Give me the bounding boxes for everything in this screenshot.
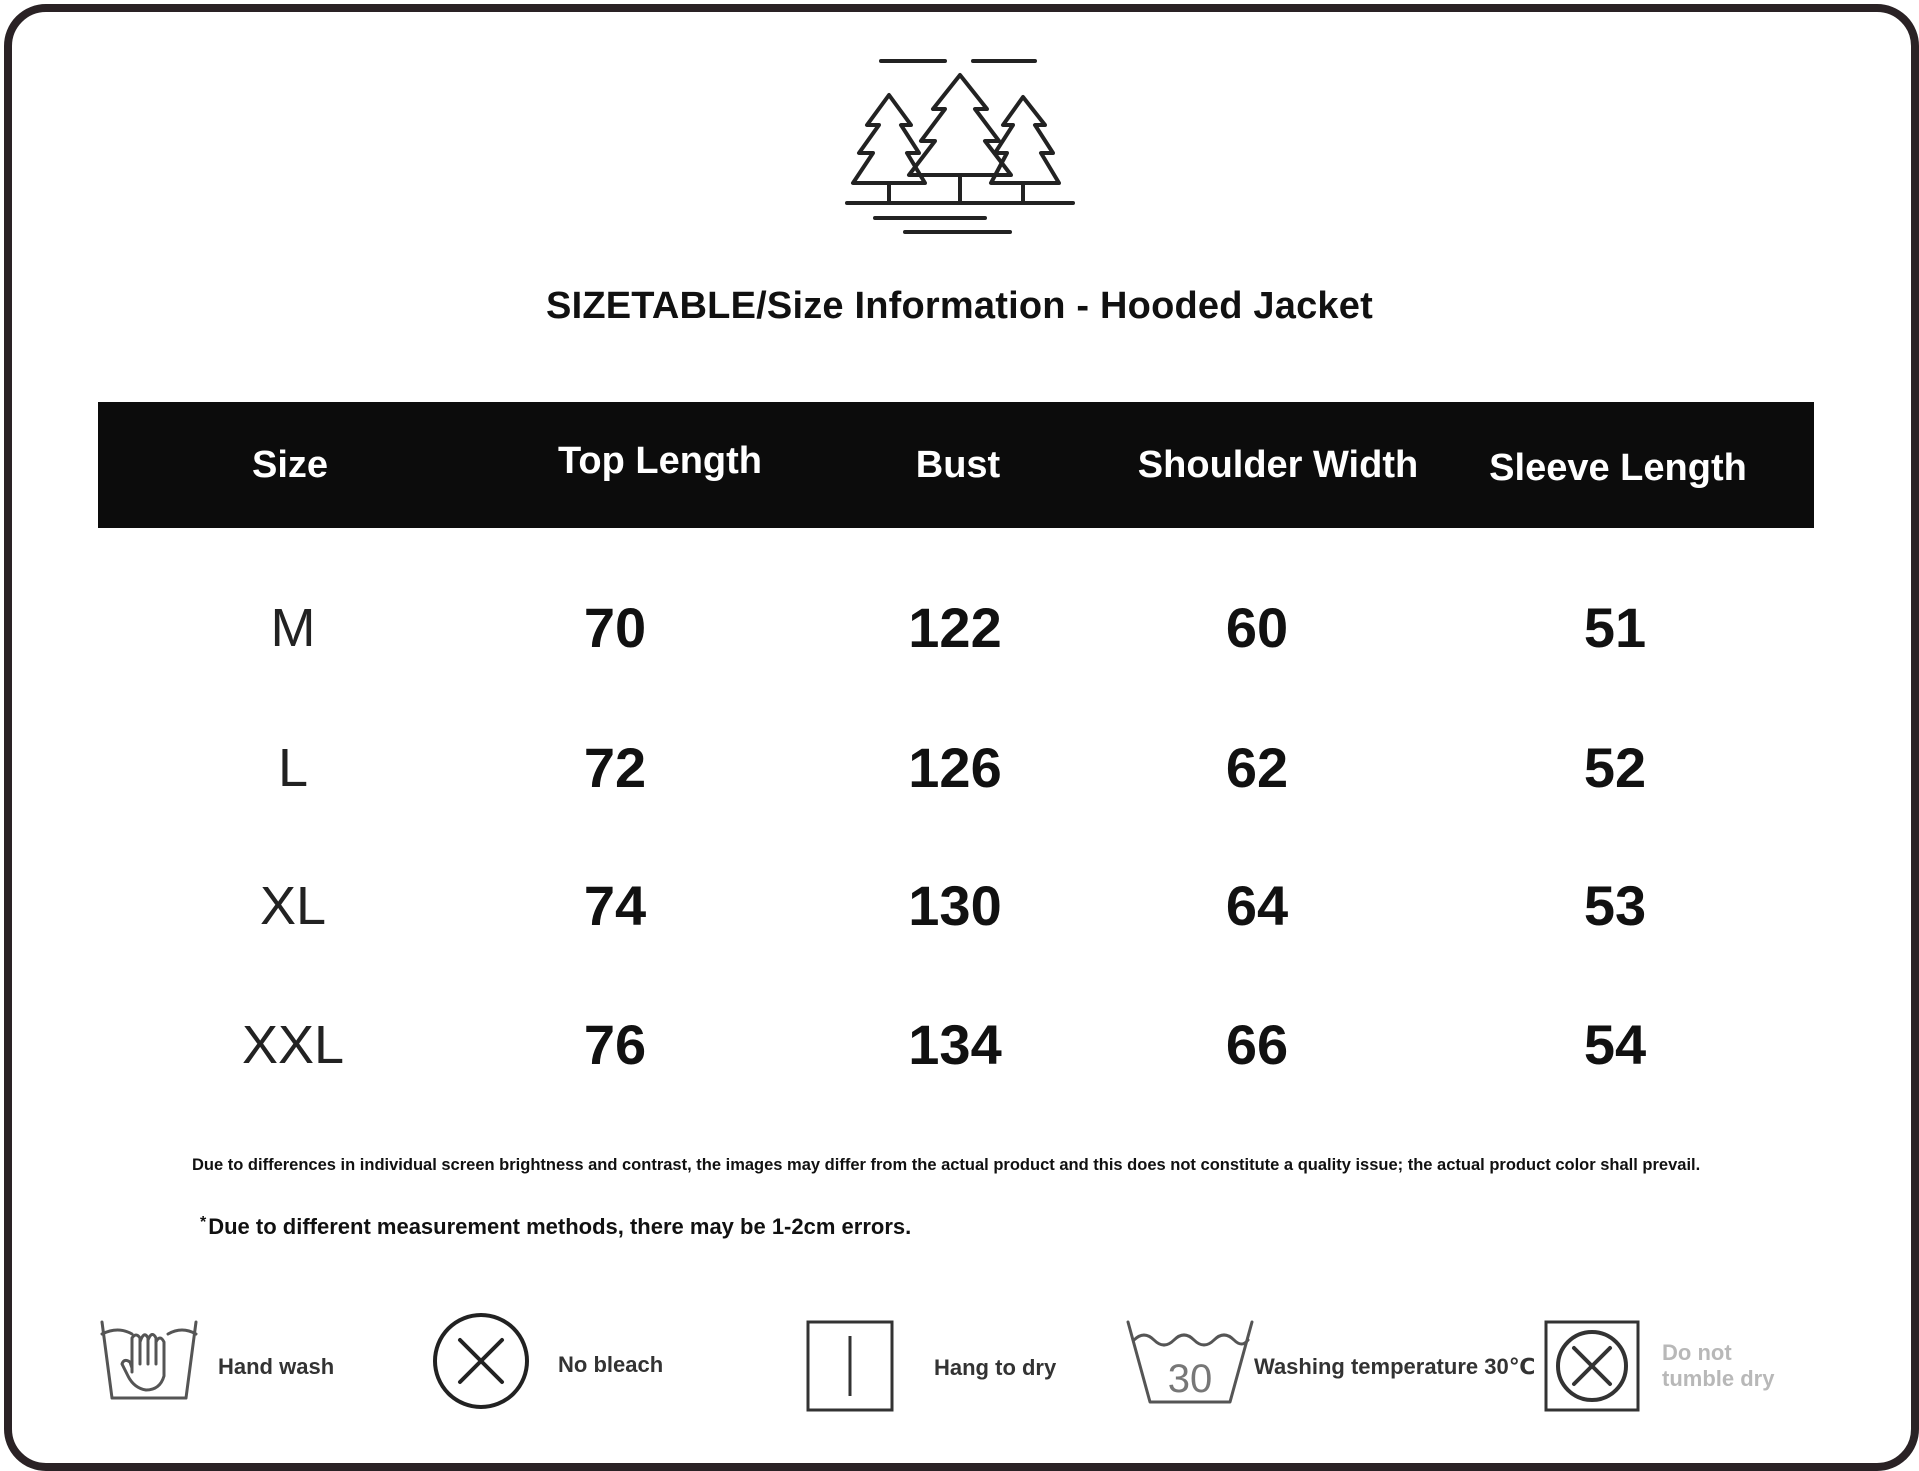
header-sleeve-length: Sleeve Length bbox=[1489, 447, 1747, 489]
header-top-length: Top Length bbox=[557, 440, 762, 482]
no-bleach-icon bbox=[430, 1310, 532, 1412]
care-label-no-bleach: No bleach bbox=[558, 1352, 664, 1377]
cell-bust: 122 bbox=[908, 596, 1002, 659]
hand-wash-icon bbox=[98, 1312, 202, 1404]
cell-shoulder-width: 66 bbox=[1225, 1013, 1289, 1076]
cell-sleeve-length: 51 bbox=[1583, 596, 1647, 659]
do-not-tumble-dry-icon bbox=[1542, 1318, 1642, 1414]
wash-temperature-value: 30 bbox=[1167, 1357, 1213, 1401]
hang-to-dry-icon bbox=[804, 1318, 896, 1414]
table-row bbox=[0, 728, 1919, 808]
cell-size: XL bbox=[259, 876, 327, 936]
cell-shoulder-width: 64 bbox=[1225, 874, 1289, 937]
table-row bbox=[0, 1005, 1919, 1085]
cell-top-length: 70 bbox=[583, 596, 647, 659]
table-row bbox=[0, 866, 1919, 946]
cell-top-length: 72 bbox=[583, 736, 647, 799]
cell-bust: 134 bbox=[908, 1013, 1002, 1076]
pine-trees-logo-icon bbox=[845, 55, 1075, 240]
care-label-hand-wash: Hand wash bbox=[218, 1354, 335, 1379]
cell-sleeve-length: 52 bbox=[1583, 736, 1647, 799]
cell-size: M bbox=[270, 598, 316, 658]
table-row bbox=[0, 588, 1919, 668]
table-header bbox=[98, 402, 1814, 528]
header-size: Size bbox=[251, 444, 329, 486]
header-shoulder-width: Shoulder Width bbox=[1137, 444, 1419, 486]
asterisk-marker: * bbox=[200, 1214, 207, 1231]
cell-sleeve-length: 54 bbox=[1583, 1013, 1647, 1076]
measurement-note bbox=[200, 1214, 911, 1240]
cell-bust: 126 bbox=[908, 736, 1002, 799]
cell-sleeve-length: 53 bbox=[1583, 874, 1647, 937]
care-label-do-not-tumble-dry: Do not tumble dry bbox=[1662, 1340, 1775, 1391]
care-label-hang-to-dry: Hang to dry bbox=[934, 1355, 1057, 1380]
cell-size: L bbox=[277, 738, 309, 798]
page-title: SIZETABLE/Size Information - Hooded Jacket bbox=[546, 285, 1373, 327]
cell-size: XXL bbox=[241, 1015, 345, 1075]
cell-top-length: 76 bbox=[583, 1013, 647, 1076]
cell-top-length: 74 bbox=[583, 874, 647, 937]
cell-shoulder-width: 60 bbox=[1225, 596, 1289, 659]
disclaimer-note: Due to differences in individual screen brightness and contrast, the images may differ from the actual product and this does not constitute a quality issue; the actual product color shall prevail. bbox=[192, 1156, 1701, 1174]
wash-temperature-icon bbox=[1124, 1318, 1256, 1406]
cell-shoulder-width: 62 bbox=[1225, 736, 1289, 799]
care-label-wash-temperature: Washing temperature 30℃ bbox=[1254, 1354, 1536, 1379]
header-bust: Bust bbox=[915, 444, 1001, 486]
measurement-note-text: Due to different measurement methods, there may be 1-2cm errors. bbox=[208, 1214, 912, 1239]
cell-bust: 130 bbox=[908, 874, 1002, 937]
